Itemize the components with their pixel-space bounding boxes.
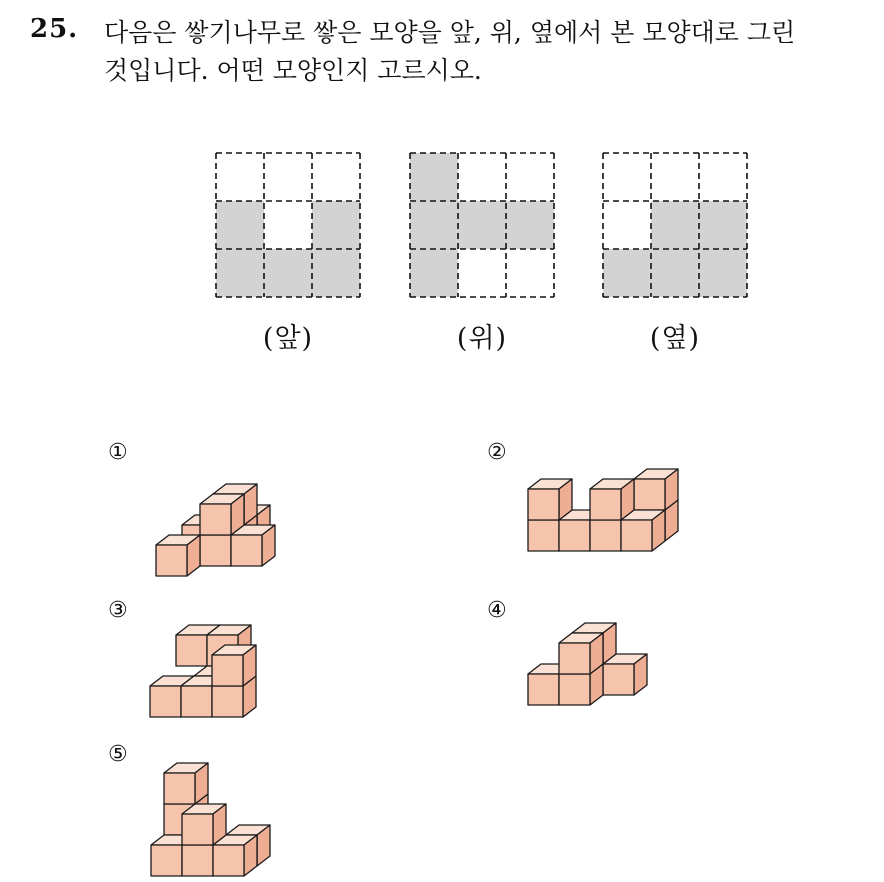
question-text-line-2: 것입니다. 어떤 모양인지 고르시오. [104,56,482,85]
top-view-label: (위) [456,323,508,354]
choice-2[interactable] [487,440,677,560]
side-view-label: (옆) [649,323,701,354]
view-cell-filled [410,249,458,297]
choice-4[interactable] [487,598,657,713]
front-view-label: (앞) [262,323,314,354]
choice-4-marker: ④ [487,598,507,623]
choice-1-figure [108,440,278,585]
cube [213,835,257,876]
view-cell-filled [312,201,360,249]
view-cell-filled [458,201,506,249]
cube [603,654,647,695]
view-cell-filled [216,249,264,297]
view-cell-filled [603,249,651,297]
cube [212,645,256,686]
choice-5-figure [108,742,288,882]
view-cell-filled [699,201,747,249]
cube [528,479,572,520]
view-cell-filled [651,249,699,297]
cube [559,633,603,674]
side-view-grid [600,150,750,300]
side-view [600,150,750,300]
cube [231,525,275,566]
front-view [213,150,363,300]
cube [156,535,200,576]
question-text [104,14,874,90]
choice-5[interactable] [108,742,288,882]
question-number: 25. [30,14,79,44]
view-cell-filled [699,249,747,297]
view-cell-filled [410,153,458,201]
choice-3[interactable] [108,598,288,728]
view-cell-filled [312,249,360,297]
view-cell-filled [216,201,264,249]
choice-2-figure [487,440,677,560]
choice-4-figure [487,598,657,713]
top-view-grid [407,150,557,300]
choice-3-figure [108,598,288,728]
cube [621,510,665,551]
view-cell-filled [651,201,699,249]
view-cell-filled [410,201,458,249]
choice-1[interactable] [108,440,278,585]
choice-2-marker: ② [487,440,507,465]
view-cell-filled [264,249,312,297]
question-text-line-1: 다음은 쌓기나무로 쌓은 모양을 앞, 위, 옆에서 본 모양대로 그린 [104,18,796,47]
cube [634,469,678,510]
cube [182,804,226,845]
cube [200,494,244,535]
top-view [407,150,557,300]
choice-3-marker: ③ [108,598,128,623]
view-cell-filled [506,201,554,249]
choice-5-marker: ⑤ [108,742,128,767]
choice-1-marker: ① [108,440,128,465]
cube [590,479,634,520]
front-view-grid [213,150,363,300]
cube [164,763,208,804]
